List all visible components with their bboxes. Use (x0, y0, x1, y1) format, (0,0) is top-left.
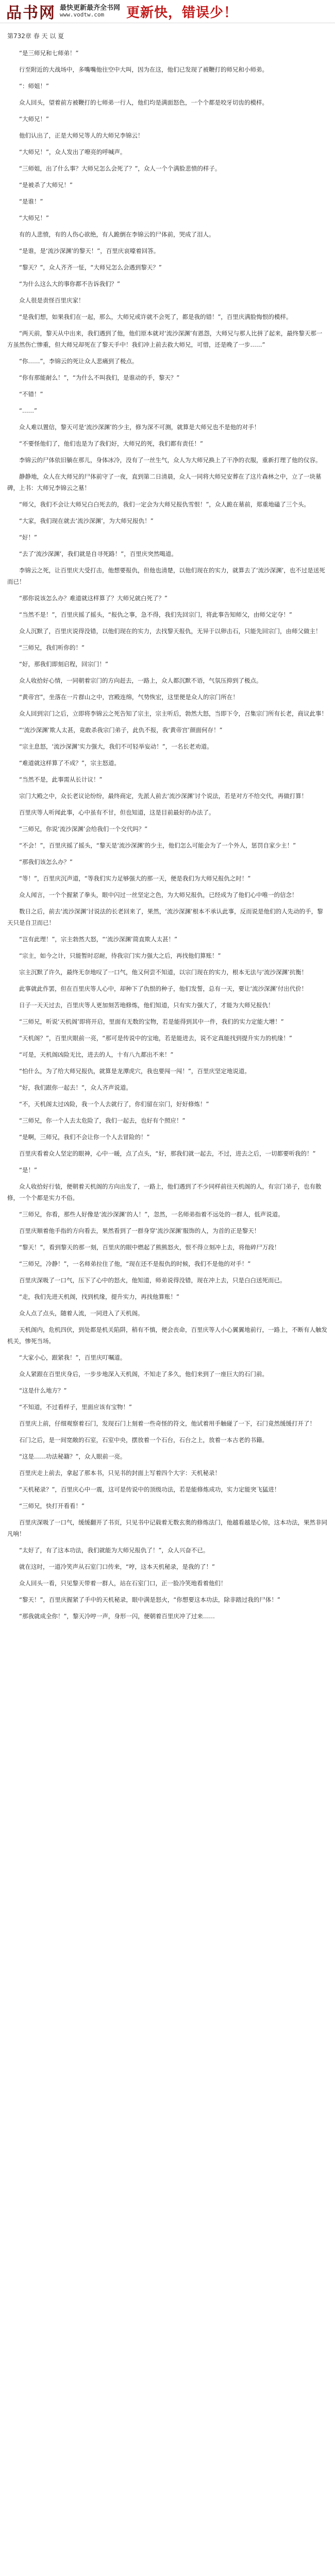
paragraph: “三师兄，快打开看看！” (19, 1502, 85, 1510)
paragraph: 众人很是责怪百里庆家！ (19, 297, 85, 304)
paragraph: “三师兄，冷静！”，一名师弟拉住了他，“现在还不是报仇的时候，我们不是他的对手！” (19, 1260, 251, 1267)
paragraph: 宗门大殿之中，众长老议论纷纷，最终商定，先派人前去‘流沙深渊’讨个说法，若是对方不给交代，再做打算！ (19, 792, 308, 800)
paragraph: 石门之后，是一间宽敞的石室，石室中央，摆放着一个石台，石台之上，放着一本古老的书籍。 (19, 1436, 268, 1444)
paragraph: “宗主，如今之计，只能暂时忍耐，待我宗门实力强大之后，再找他们算账！” (19, 952, 221, 959)
paragraph: 众人点了点头，随着人流，一同进入了天机阁。 (19, 1310, 144, 1317)
paragraph: 百里庆等人听闻此事，心中虽有不甘，但也知道，这是目前最好的办法了。 (19, 809, 215, 816)
paragraph: “黎天！”，百里庆握紧了手中的天机秘录，眼中满是怒火，“你想要这本功法，除非踏过我的尸体！” (19, 1596, 280, 1603)
paragraph: “天机秘录？”，百里庆心中一震，这可是传说中的顶级功法，若是能修炼成功，实力定能突飞猛进！ (19, 1486, 280, 1493)
paragraph: “大家，我们现在就去‘流沙深渊’，为大师兄报仇！” (19, 517, 154, 524)
paragraph: “当然不是，此事需从长计议！” (19, 776, 103, 783)
paragraph: “黄帝宫”，坐落在一片群山之中，宫殿连绵，气势恢宏，这里便是众人的宗门所在！ (19, 693, 239, 701)
paragraph: 宗主沉默了许久，最终无奈地叹了一口气，他又何尝不知道，以宗门现在的实力，根本无法与‘流沙深渊’抗衡！ (19, 969, 308, 976)
paragraph: “不，天机阁太过凶险，我一个人去就行了，你们留在宗门，好好修炼！” (19, 1100, 209, 1108)
paragraph: 百里庆顺着他手指的方向看去，果然看到了一群身穿‘流沙深渊’服饰的人，为首的正是黎天！ (19, 1227, 260, 1234)
paragraph: “那我们该怎么办？” (19, 858, 73, 866)
logo-tagline: 最快更新最齐全书网 (60, 4, 121, 12)
paragraph: 众人收拾好行装，便朝着天机阁的方向出发了，一路上，他们遇到了不少同样前往天机阁的人，有宗门弟子，也有散修，一个个都是实力不俗。 (7, 1183, 322, 1201)
paragraph: 天机阁内，危机四伏，到处都是机关陷阱，稍有不慎，便会丧命，百里庆等人小心翼翼地前行，一路上，不断有人触发机关，惨死当场。 (7, 1326, 327, 1345)
paragraph: “师父，我们不会让大师兄白白死去的，我们一定会为大师兄报仇雪恨！”，众人跪在墓前，郑重地磕了三个头。 (19, 501, 310, 508)
paragraph: “是啊，三师兄，我们不会让你一个人去冒险的！” (19, 1133, 150, 1141)
paragraph: 就在这时，一道冷笑声从石室门口传来，“哼，这本天机秘录，是我的了！” (19, 1563, 215, 1570)
paragraph: “：师姐！” (19, 82, 49, 90)
paragraph: “大家小心，跟紧我！”，百里庆叮嘱道。 (19, 1354, 126, 1361)
paragraph: 百里庆深吸了一口气，缓缓翻开了书页，只见书中记载着无数玄奥的修炼法门，他越看越是心惊，这本功法，果然非同凡响！ (7, 1519, 327, 1537)
paragraph: 众人收拾好心情，一同朝着宗门的方向赶去，一路上，众人都沉默不语，气氛压抑到了极点。 (19, 677, 262, 684)
paragraph: “不要怪他们了，他们也是为了我们好，大师兄的死，我们都有责任！” (19, 440, 203, 447)
paragraph: 百里庆上前，仔细观察着石门，发现石门上刻着一些奇怪的符文，他试着用手触碰了一下，石门竟然缓缓打开了！ (19, 1420, 315, 1427)
site-url[interactable]: www.vodtw.com (60, 11, 105, 19)
paragraph: “三师姐，出了什么事？大师兄怎么会死了？”，众人一个个满脸悲愤的样子。 (19, 165, 221, 172)
paragraph: “黎天？”，众人齐齐一怔，“大师兄怎么会遇到黎天？” (19, 264, 162, 271)
paragraph: 有的人悲愤，有的人伤心欲绝，有人跪倒在李锦云的尸体前，哭成了泪人。 (19, 231, 215, 238)
paragraph: 他们认出了，正是大师兄等人的大师兄李锦云！ (19, 132, 144, 139)
paragraph: “去了‘流沙深渊’，我们就是自寻死路！”，百里庆突然喝道。 (19, 550, 177, 557)
paragraph: “三师兄，你说‘流沙深渊’会给我们一个交代吗？” (19, 825, 148, 833)
paragraph: “那你说该怎么办？难道就这样算了？大师兄就白死了？” (19, 595, 167, 602)
paragraph: “三师兄，听说‘天机阁’即将开启，里面有无数的宝物，若是能得到其中一件，我们的实力定能大增！” (19, 1018, 284, 1025)
paragraph: 此事就此作罢，但在百里庆等人心中，却种下了仇恨的种子，他们发誓，总有一天，要让‘流沙深渊’付出代价！ (19, 985, 308, 992)
paragraph: 众人难以置信，黎天可是‘流沙深渊’的少主，修为深不可测，就算是大师兄也不是他的对手！ (19, 423, 260, 431)
paragraph: “是！” (19, 1166, 37, 1174)
site-logo[interactable]: 品书网 (6, 4, 56, 22)
paragraph: 众人闻言，一个个握紧了拳头，眼中闪过一丝坚定之色，为大师兄报仇，已经成为了他们心中唯一的信念！ (19, 891, 298, 899)
paragraph: “三师兄，你一个人去太危险了，我们一起去，也好有个照应！” (19, 1117, 186, 1124)
paragraph: “大师兄！” (19, 214, 49, 222)
paragraph: 静静地，众人在大师兄的尸体前守了一夜，直到第二日清晨，众人一同将大师兄安葬在了这片森林之中，立了一块墓碑，上书：大师兄李锦云之墓！ (7, 473, 322, 492)
paragraph: “天机阁？”，百里庆眼前一亮，“那可是传说中的宝地，若是能进去，说不定真能找到提升实力的机缘！” (19, 1035, 292, 1042)
paragraph: “两天前，黎天从中出来，我们遇到了他，他们原本就对‘流沙深渊’有恩怨，大师兄与那人比拼了起来，最终黎天那一方虽然伤亡惨重，但大师兄却死在了黎天手中！我们冲上前去救大师兄，可惜，还是晚了一步……” (7, 330, 323, 348)
paragraph: “……” (19, 407, 37, 414)
chapter-title: 第732章 春 天 以 夏 (7, 32, 64, 40)
paragraph: “是谁，是‘流沙深渊’的黎天！”，百里庆哀嚎着回答。 (19, 247, 160, 255)
paragraph: “‘流沙深渊’欺人太甚，竟敢杀我宗门弟子，此仇不报，我‘黄帝宫’颜面何存！” (19, 726, 223, 734)
paragraph: 众人回头，望着前方被鞭打的七师弟一行人，他们均是满面怒色，一个个都是咬牙切齿的模样。 (19, 99, 268, 106)
paragraph: “可是，天机阁凶险无比，进去的人，十有八九都出不来！” (19, 1051, 174, 1058)
paragraph: “是三师兄和七师弟！” (19, 49, 79, 57)
paragraph: 百里庆走上前去，拿起了那本书，只见书的封面上写着四个大字：天机秘录！ (19, 1469, 221, 1477)
paragraph: “当然不是！”，百里庆摇了摇头，“报仇之事，急不得，我们先回宗门，将此事告知师父，由师父定夺！” (19, 611, 292, 618)
paragraph: 百里庆深吸了一口气，压下了心中的怒火，他知道，师弟说得没错，现在冲上去，只是白白送死而已。 (19, 1277, 286, 1284)
paragraph: “是我们想，如果我们在一起，那么，大师兄或许就不会死了，都是我的错！”，百里庆满脸悔恨的模样。 (19, 313, 292, 320)
paragraph: “是被杀了大师兄！” (19, 181, 73, 189)
paragraph: “这是什么地方？” (19, 1387, 67, 1394)
paragraph: 百里庆看着众人坚定的眼神，心中一暖，点了点头，“好，那我们就一起去，不过，进去之后，一切都要听我的！” (19, 1150, 316, 1157)
paragraph: “岂有此理！”，宗主勃然大怒，“‘流沙深渊’简直欺人太甚！” (19, 936, 178, 943)
paragraph: “那我就成全你！”，黎天冷哼一声，身形一闪，便朝着百里庆冲了过来…… (19, 1613, 215, 1620)
paragraph: 众人回到宗门之后，立即将李锦云之死告知了宗主，宗主听后，勃然大怒，当即下令，召集宗门所有长老，商议此事！ (19, 710, 327, 717)
paragraph: “为什么这么大的事你都不告诉我们？” (19, 280, 120, 287)
paragraph: 李锦云的尸体依旧躺在那儿，身体冰冷，没有了一丝生气，众人为大师兄换上了干净的衣服，重新打理了他的仪容。 (19, 456, 322, 464)
paragraph: “这是……功法秘籍？”，众人眼前一亮。 (19, 1453, 126, 1460)
paragraph: “黎天！”，看到黎天的那一刻，百里庆的眼中燃起了熊熊怒火，恨不得立刻冲上去，将他碎尸万段！ (19, 1244, 280, 1251)
paragraph: 众人紧跟在百里庆身后，一步步地深入天机阁，不知走了多久，他们来到了一座巨大的石门前。 (19, 1370, 268, 1378)
paragraph: “好！” (19, 534, 37, 541)
paragraph: 众人沉默了，百里庆说得没错，以他们现在的实力，去找黎天报仇，无异于以卵击石，只能先回宗门，由师父做主！ (19, 628, 322, 635)
paragraph: “好，我们跟你一起去！”，众人齐声说道。 (19, 1084, 132, 1091)
paragraph: 数日之后，前去‘流沙深渊’讨说法的长老回来了，果然，‘流沙深渊’根本不承认此事，反而说是他们的人先动的手，黎天只是自卫而已！ (7, 908, 323, 926)
paragraph: 行至附近的大战场中，多嘴嘴他往空中大叫，因为在这，他们已发现了被鞭打的师兄和小师弟。 (19, 66, 268, 73)
paragraph: “你有那能耐么！”，“为什么不叫我们，是谁动的手，黎天？” (19, 374, 180, 381)
paragraph: 日子一天天过去，百里庆等人更加刻苦地修炼，他们知道，只有实力强大了，才能为大师兄报仇！ (19, 1002, 274, 1009)
paragraph: “三师兄，我们听你的！” (19, 644, 85, 651)
paragraph: “走，我们先进天机阁，找到机缘，提升实力，再找他算账！” (19, 1293, 179, 1300)
chapter-body (7, 47, 328, 1622)
paragraph: “难道就这样算了不成？”，宗主怒道。 (19, 759, 120, 767)
paragraph: “不会！”，百里庆摇了摇头，“黎天是‘流沙深渊’的少主，他们怎么可能会为了一个外人，惩罚自家少主！” (19, 842, 296, 849)
paragraph: “三师兄，你看，那些人好像是‘流沙深渊’的人！”，忽然，一名师弟指着不远处的一群人，低声说道。 (19, 1211, 284, 1218)
paragraph: “宗主息怒，‘流沙深渊’实力强大，我们不可轻举妄动！”，一名长老劝道。 (19, 743, 213, 750)
paragraph: “大师兄！” (19, 115, 49, 123)
paragraph: “等！”，百里庆沉声道，“等我们实力足够强大的那一天，便是我们为大师兄报仇之时！” (19, 875, 251, 882)
paragraph: 众人回头一看，只见黎天带着一群人，站在石室门口，正一脸冷笑地看着他们！ (19, 1580, 227, 1587)
chapter-article (0, 23, 335, 1642)
paragraph: “太好了，有了这本功法，我们就能为大师兄报仇了！”，众人兴奋不已。 (19, 1547, 209, 1554)
paragraph: “不知道，不过看样子，里面应该有宝物！” (19, 1403, 132, 1411)
paragraph: “你……”，李锦云的死让众人悲痛到了极点。 (19, 358, 138, 365)
site-slogan: 更新快，错误少！ (126, 5, 238, 21)
paragraph: “不错！” (19, 391, 43, 398)
paragraph: “好，那我们即刻启程，回宗门！” (19, 660, 108, 668)
site-banner (0, 0, 335, 23)
paragraph: “大师兄！”，众人发出了嘹亮的呼喊声。 (19, 148, 126, 156)
paragraph: “怕什么，为了给大师兄报仇，就算是龙潭虎穴，我也要闯一闯！”，百里庆坚定地说道。 (19, 1067, 250, 1075)
logo-subtext (60, 5, 120, 18)
paragraph: 李锦云之死，让百里庆大受打击，他想要报仇，但他也清楚，以他们现在的实力，就算去了‘流沙深渊’，也不过是送死而已！ (7, 567, 325, 585)
paragraph: “是谁！” (19, 198, 43, 205)
